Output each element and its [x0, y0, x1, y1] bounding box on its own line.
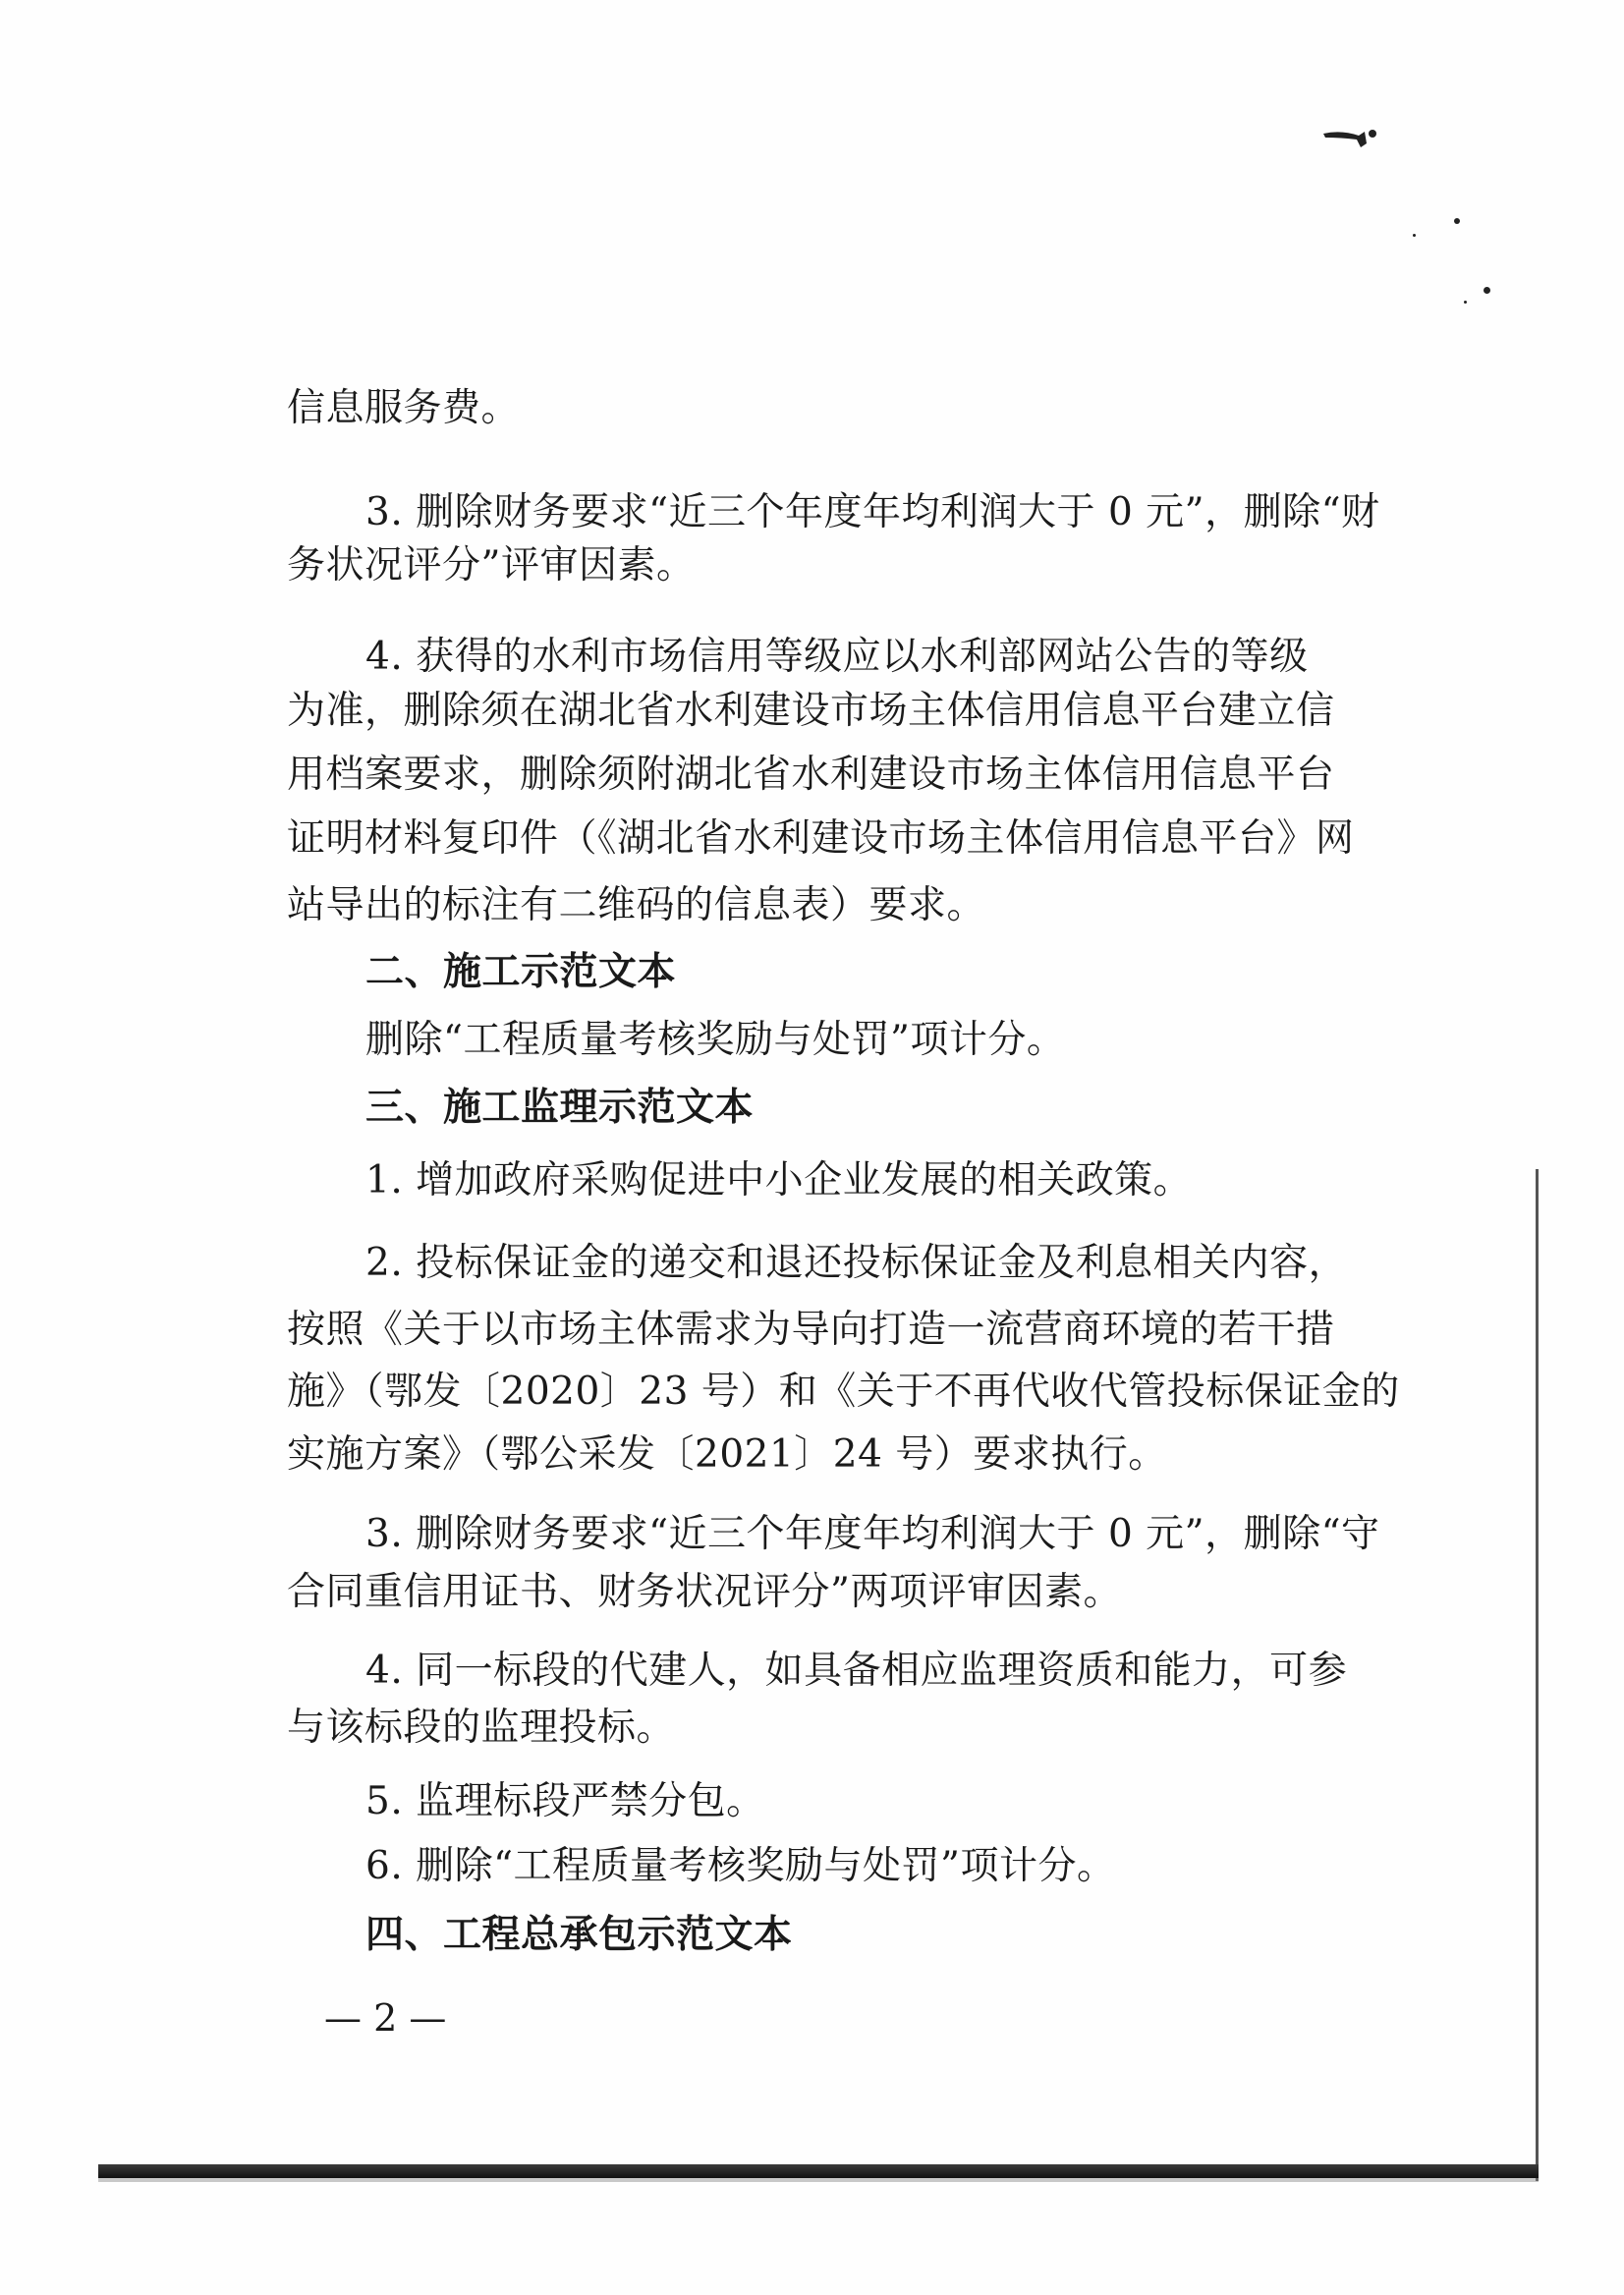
paragraph-line: 实施方案》（鄂公采发〔2021〕24 号）要求执行。	[287, 1432, 1167, 1477]
paragraph-line: 信息服务费。	[287, 386, 521, 430]
paragraph-line: 与该标段的监理投标。	[287, 1706, 676, 1750]
page-edge-shadow-bottom	[98, 2164, 1539, 2178]
paragraph-line: 4. 获得的水利市场信用等级应以水利部网站公告的等级	[365, 635, 1309, 679]
paragraph-line: 合同重信用证书、财务状况评分”两项评审因素。	[287, 1570, 1122, 1614]
scan-speck	[1413, 234, 1416, 237]
page-number: — 2 —	[324, 1996, 447, 2040]
page-edge-shadow-bottom-fade	[98, 2178, 1539, 2182]
scan-speck	[1464, 301, 1467, 304]
paragraph-line: 4. 同一标段的代建人，如具备相应监理资质和能力，可参	[365, 1649, 1348, 1693]
paragraph-line: 1. 增加政府采购促进中小企业发展的相关政策。	[365, 1158, 1193, 1203]
scan-smudge-mark	[1321, 126, 1380, 149]
paragraph-line: 按照《关于以市场主体需求为导向打造一流营商环境的若干措	[287, 1308, 1335, 1352]
paragraph-line: 3. 删除财务要求“近三个年度年均利润大于 0 元”，删除“财	[365, 490, 1380, 534]
paragraph-line: 用档案要求，删除须附湖北省水利建设市场主体信用信息平台	[287, 753, 1335, 797]
paragraph-line: 站导出的标注有二维码的信息表）要求。	[287, 883, 986, 927]
paragraph-line: 3. 删除财务要求“近三个年度年均利润大于 0 元”，删除“守	[365, 1512, 1380, 1556]
scan-speck	[1454, 218, 1460, 224]
paragraph-line: 务状况评分”评审因素。	[287, 543, 696, 588]
section-heading: 三、施工监理示范文本	[365, 1086, 755, 1130]
section-heading: 二、施工示范文本	[365, 950, 677, 994]
paragraph-line: 证明材料复印件（《湖北省水利建设市场主体信用信息平台》网	[287, 816, 1355, 861]
paragraph-line: 5. 监理标段严禁分包。	[365, 1779, 765, 1823]
paragraph-line: 为准，删除须在湖北省水利建设市场主体信用信息平台建立信	[287, 689, 1335, 733]
paragraph-line: 删除“工程质量考核奖励与处罚”项计分。	[365, 1018, 1066, 1062]
paragraph-line: 2. 投标保证金的递交和退还投标保证金及利息相关内容，	[365, 1241, 1348, 1285]
paragraph-line: 施》（鄂发〔2020〕23 号）和《关于不再代收代管投标保证金的	[287, 1370, 1400, 1414]
section-heading: 四、工程总承包示范文本	[365, 1913, 793, 1957]
scan-speck	[1484, 287, 1490, 294]
page-edge-shadow-right	[1536, 1169, 1539, 2181]
paragraph-line: 6. 删除“工程质量考核奖励与处罚”项计分。	[365, 1844, 1116, 1888]
